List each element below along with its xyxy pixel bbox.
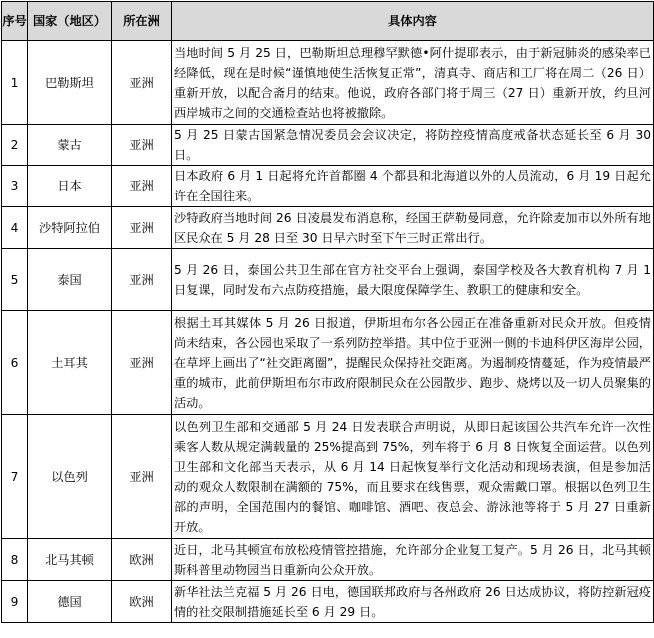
row-continent: 亚洲	[112, 125, 172, 166]
row-country: 日本	[28, 166, 112, 207]
row-country: 以色列	[28, 415, 112, 539]
header-row	[2, 2, 654, 41]
row-content: 5 月 25 日蒙古国紧急情况委员会会议决定，将防控疫情高度戒备状态延长至 6 月 30 日。	[172, 125, 654, 166]
row-content: 日本政府 6 月 1 日起将允许首都圈 4 个都县和北海道以外的人员流动，6 月 19 日起允许在全国往来。	[172, 166, 654, 207]
row-index: 2	[2, 125, 28, 166]
table-row	[2, 581, 654, 623]
table-row	[2, 311, 654, 415]
row-continent: 亚洲	[112, 249, 172, 311]
row-continent: 欧洲	[112, 581, 172, 623]
row-country: 北马其顿	[28, 539, 112, 581]
row-content: 近日，北马其顿宣布放松疫情管控措施，允许部分企业复工复产。5 月 26 日，北马其顿斯科普里动物园当日重新向公众开放。	[172, 539, 654, 581]
header-content: 具体内容	[172, 2, 654, 41]
table-row	[2, 41, 654, 125]
row-country: 泰国	[28, 249, 112, 311]
row-index: 3	[2, 166, 28, 207]
row-content: 以色列卫生部和交通部 5 月 24 日发表联合声明说，从即日起该国公共汽车允许一次性乘客人数从规定满载量的 25%提高到 75%，列车将于 6 月 8 日恢复全面运营。以色列卫生部和文化部当天表示，从 6 月 14 日起恢复举行文化活动和现场表演，但是参加活动的观众人数限制在满额的 75%，而且要求在线售票，观众需戴口罩。根据以色列卫生部的声明，全国范围内的餐馆、咖啡馆、酒吧、夜总会、游泳池等将于 5 月 27 日重新开放。	[172, 415, 654, 539]
table-row	[2, 539, 654, 581]
row-content: 沙特政府当地时间 26 日凌晨发布消息称，经国王萨勒曼同意，允许除麦加市以外所有地区民众在 5 月 28 日至 30 日早六时至下午三时正常出行。	[172, 207, 654, 249]
table-row	[2, 207, 654, 249]
row-country: 土耳其	[28, 311, 112, 415]
row-index: 4	[2, 207, 28, 249]
header-index: 序号	[2, 2, 28, 41]
row-content: 根据土耳其媒体 5 月 26 日报道，伊斯坦布尔各公园正在准备重新对民众开放。但疫情尚未结束，各公园也采取了一系列防控举措。其中位于亚洲一侧的卡迪科伊区海岸公园，在草坪上画出了“社交距离圈”，提醒民众保持社交距离。为遏制疫情蔓延，作为疫情最严重的城市，此前伊斯坦布尔市政府限制民众在公园散步、跑步、烧烤以及一切人员聚集的活动。	[172, 311, 654, 415]
header-country: 国家（地区）	[28, 2, 112, 41]
row-content: 当地时间 5 月 25 日，巴勒斯坦总理穆罕默德•阿什提耶表示，由于新冠肺炎的感染率已经降低，现在是时候“谨慎地使生活恢复正常”，清真寺、商店和工厂将在周二（26 日）重新开放，以配合斋月的结束。他说，政府各部门将于周三（27 日）重新开放，约旦河西岸城市之间的交通检查站也将被撤除。	[172, 41, 654, 125]
row-continent: 亚洲	[112, 207, 172, 249]
row-index: 9	[2, 581, 28, 623]
row-content: 5 月 26 日，泰国公共卫生部在官方社交平台上强调，泰国学校及各大教育机构 7 月 1 日复课，同时发布六点防疫措施，最大限度保障学生、教职工的健康和安全。	[172, 249, 654, 311]
row-continent: 亚洲	[112, 311, 172, 415]
row-content: 新华社法兰克福 5 月 26 日电，德国联邦政府与各州政府 26 日达成协议，将防控新冠疫情的社交限制措施延长至 6 月 29 日。	[172, 581, 654, 623]
row-country: 德国	[28, 581, 112, 623]
row-country: 蒙古	[28, 125, 112, 166]
table-row	[2, 166, 654, 207]
table-row	[2, 415, 654, 539]
row-index: 7	[2, 415, 28, 539]
row-country: 巴勒斯坦	[28, 41, 112, 125]
row-continent: 亚洲	[112, 166, 172, 207]
row-continent: 亚洲	[112, 41, 172, 125]
row-index: 6	[2, 311, 28, 415]
table-row	[2, 249, 654, 311]
row-index: 5	[2, 249, 28, 311]
row-continent: 亚洲	[112, 415, 172, 539]
header-continent: 所在洲	[112, 2, 172, 41]
row-continent: 欧洲	[112, 539, 172, 581]
pandemic-measures-table	[1, 1, 654, 623]
table-row	[2, 125, 654, 166]
row-country: 沙特阿拉伯	[28, 207, 112, 249]
row-index: 1	[2, 41, 28, 125]
row-index: 8	[2, 539, 28, 581]
